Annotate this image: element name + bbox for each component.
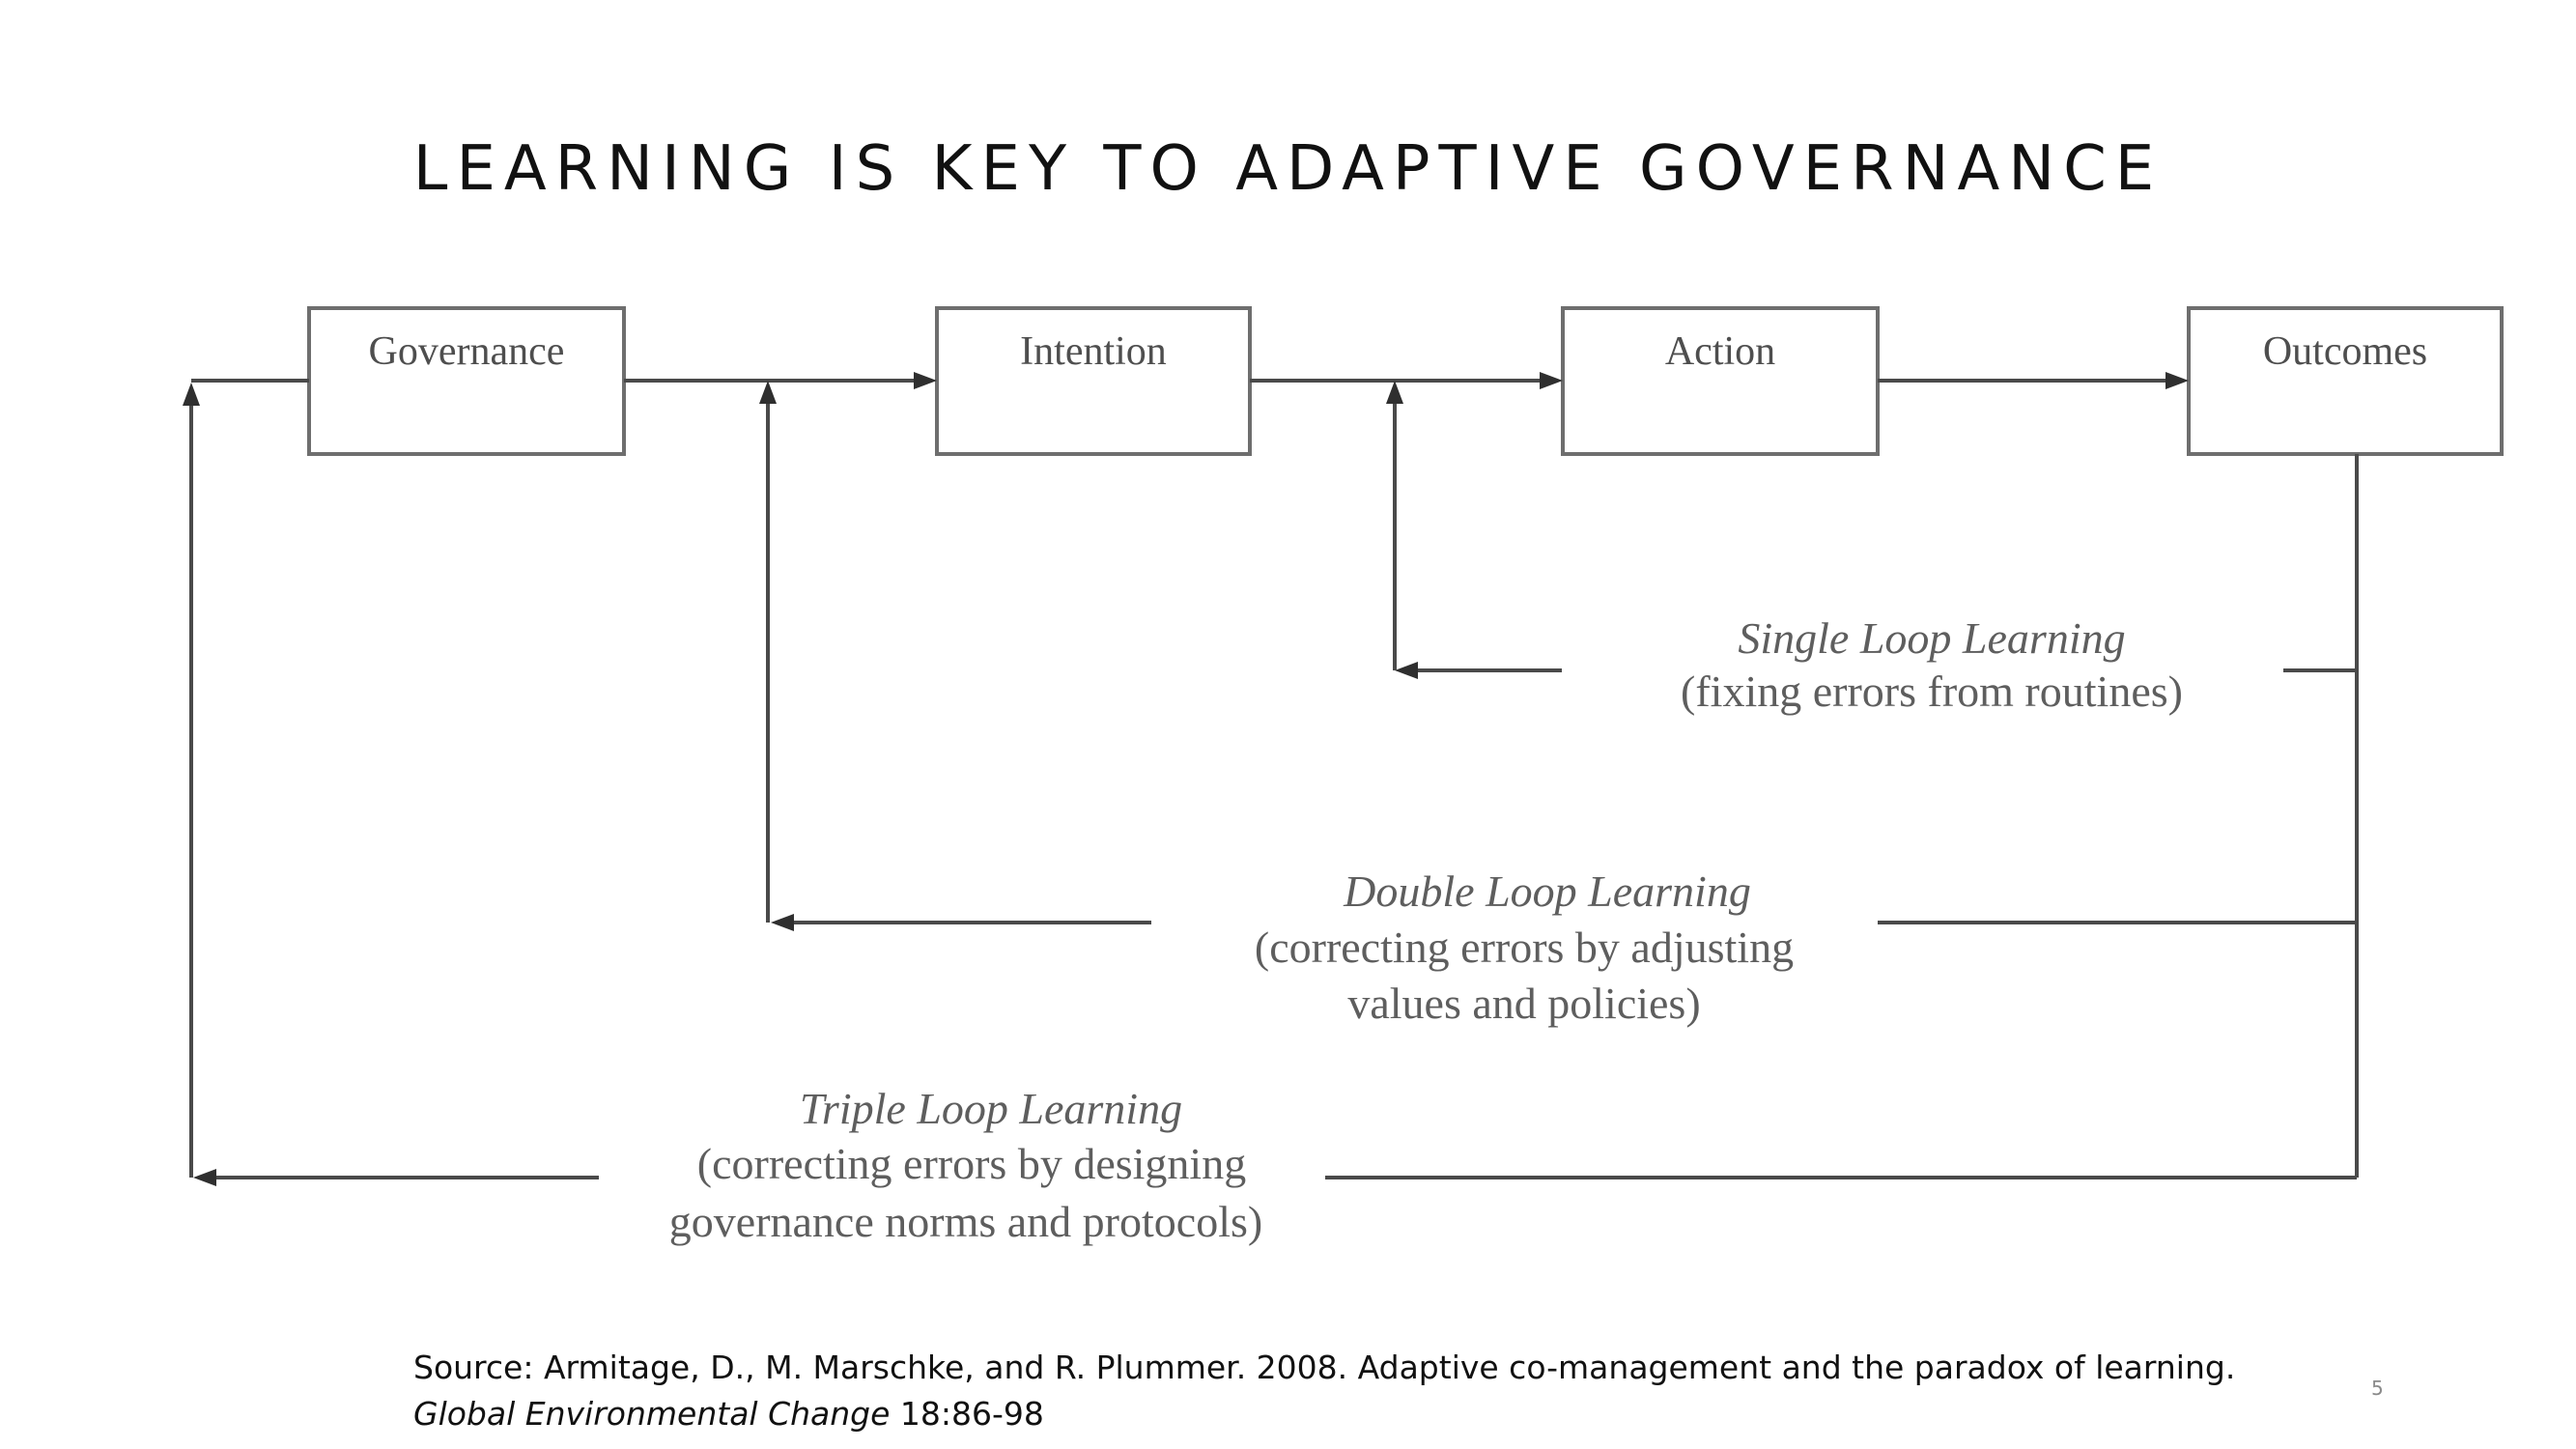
single-loop-name: Single Loop Learning xyxy=(1738,613,2126,663)
box-outcomes-label: Outcomes xyxy=(2262,329,2428,374)
source-volume-pages: 18:86-98 xyxy=(899,1395,1044,1433)
box-intention xyxy=(937,308,1250,454)
source-journal-name: Global Environmental Change xyxy=(413,1395,891,1433)
source-citation xyxy=(413,1345,2249,1437)
arrow-intention-to-action xyxy=(1250,372,1563,389)
double-loop-description-line-2: values and policies) xyxy=(1347,979,1701,1028)
arrow-governance-to-intention xyxy=(624,372,937,389)
triple-loop-label xyxy=(669,1084,1262,1246)
box-governance-label: Governance xyxy=(368,329,565,374)
box-intention-label: Intention xyxy=(1020,329,1167,374)
page-number: 5 xyxy=(2371,1377,2384,1400)
box-governance xyxy=(309,308,624,454)
double-loop-description-line-1: (correcting errors by adjusting xyxy=(1254,923,1795,972)
box-action xyxy=(1563,308,1878,454)
triple-loop-description-line-1: (correcting errors by designing xyxy=(696,1139,1247,1188)
triple-loop-description-line-2: governance norms and protocols) xyxy=(668,1197,1263,1246)
slide-title: LEARNING IS KEY TO ADAPTIVE GOVERNANCE xyxy=(412,133,2164,205)
triple-loop-feedback-arrow xyxy=(183,381,2357,1186)
single-loop-description: (fixing errors from routines) xyxy=(1681,667,2183,716)
arrow-action-to-outcomes xyxy=(1878,372,2189,389)
double-loop-name: Double Loop Learning xyxy=(1344,867,1751,916)
box-outcomes xyxy=(2189,308,2502,454)
source-citation-text: Source: Armitage, D., M. Marschke, and R. Plummer. 2008. Adaptive co-management and the paradox of learning. xyxy=(413,1349,2236,1386)
triple-loop-name: Triple Loop Learning xyxy=(799,1084,1183,1133)
single-loop-label xyxy=(1681,613,2183,716)
double-loop-label xyxy=(1255,867,1794,1028)
box-action-label: Action xyxy=(1664,329,1776,374)
